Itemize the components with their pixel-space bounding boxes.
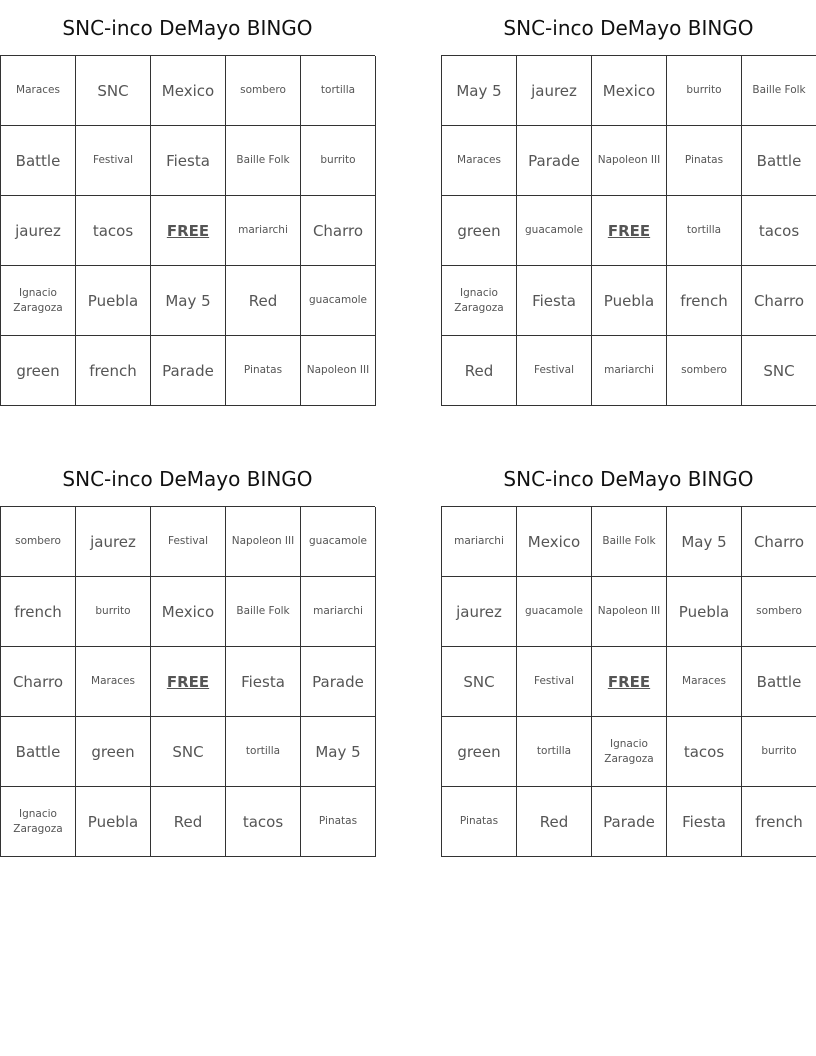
bingo-cell: green <box>442 717 517 787</box>
card-title: SNC-inco DeMayo BINGO <box>503 467 754 491</box>
bingo-cell: Mexico <box>592 56 667 126</box>
bingo-cell: tacos <box>742 196 816 266</box>
bingo-cell: burrito <box>76 577 151 647</box>
bingo-cell: Red <box>442 336 517 406</box>
bingo-cell: SNC <box>442 647 517 717</box>
bingo-cell: Maraces <box>667 647 742 717</box>
bingo-cell: Fiesta <box>151 126 226 196</box>
bingo-cell: Baille Folk <box>226 126 301 196</box>
bingo-cell: Charro <box>742 266 816 336</box>
bingo-card-4 <box>441 463 816 831</box>
bingo-cell: Baille Folk <box>226 577 301 647</box>
bingo-cell: Charro <box>742 507 816 577</box>
bingo-cell: Pinatas <box>226 336 301 406</box>
free-space-cell: FREE <box>592 196 667 266</box>
bingo-cell: Festival <box>76 126 151 196</box>
bingo-cell: Red <box>151 787 226 857</box>
bingo-cell: jaurez <box>1 196 76 266</box>
bingo-cell: burrito <box>742 717 816 787</box>
card-title: SNC-inco DeMayo BINGO <box>503 16 754 40</box>
bingo-cell: Fiesta <box>226 647 301 717</box>
bingo-cell: mariarchi <box>301 577 376 647</box>
bingo-cell: mariarchi <box>442 507 517 577</box>
bingo-cell: french <box>76 336 151 406</box>
bingo-cell: Baille Folk <box>592 507 667 577</box>
bingo-grid <box>0 506 375 857</box>
bingo-cell: jaurez <box>76 507 151 577</box>
free-space-cell: FREE <box>592 647 667 717</box>
bingo-cell: Parade <box>592 787 667 857</box>
bingo-cell: SNC <box>151 717 226 787</box>
free-space-cell: FREE <box>151 196 226 266</box>
bingo-cell: burrito <box>667 56 742 126</box>
bingo-cell: Mexico <box>517 507 592 577</box>
bingo-cell: jaurez <box>517 56 592 126</box>
bingo-cell: sombero <box>742 577 816 647</box>
bingo-card-1 <box>0 12 375 380</box>
bingo-cell: Napoleon III <box>592 577 667 647</box>
bingo-cell: Pinatas <box>301 787 376 857</box>
bingo-cell: Battle <box>742 647 816 717</box>
bingo-cell: tacos <box>226 787 301 857</box>
bingo-cell: french <box>667 266 742 336</box>
bingo-cell: Festival <box>151 507 226 577</box>
bingo-cell: guacamole <box>517 577 592 647</box>
bingo-grid <box>441 55 816 406</box>
bingo-cell: tortilla <box>667 196 742 266</box>
bingo-cell: Ignacio Zaragoza <box>592 717 667 787</box>
bingo-cell: Mexico <box>151 56 226 126</box>
bingo-cell: mariarchi <box>226 196 301 266</box>
bingo-cell: Pinatas <box>442 787 517 857</box>
bingo-cell: tortilla <box>301 56 376 126</box>
card-title: SNC-inco DeMayo BINGO <box>62 467 313 491</box>
bingo-cell: Festival <box>517 336 592 406</box>
bingo-cell: SNC <box>742 336 816 406</box>
bingo-cell: Puebla <box>592 266 667 336</box>
bingo-cell: Ignacio Zaragoza <box>1 787 76 857</box>
bingo-cell: Parade <box>301 647 376 717</box>
bingo-cell: Maraces <box>76 647 151 717</box>
bingo-cell: Maraces <box>1 56 76 126</box>
bingo-cell: May 5 <box>442 56 517 126</box>
bingo-cell: Fiesta <box>667 787 742 857</box>
bingo-cell: green <box>1 336 76 406</box>
bingo-cell: tacos <box>76 196 151 266</box>
bingo-cell: green <box>442 196 517 266</box>
bingo-cell: May 5 <box>667 507 742 577</box>
bingo-cell: Battle <box>1 126 76 196</box>
bingo-cell: Fiesta <box>517 266 592 336</box>
bingo-cell: guacamole <box>517 196 592 266</box>
bingo-cell: mariarchi <box>592 336 667 406</box>
bingo-cell: sombero <box>1 507 76 577</box>
bingo-cell: Parade <box>517 126 592 196</box>
bingo-cell: Charro <box>1 647 76 717</box>
bingo-cell: Puebla <box>76 266 151 336</box>
bingo-cell: May 5 <box>301 717 376 787</box>
bingo-cell: Parade <box>151 336 226 406</box>
bingo-cell: May 5 <box>151 266 226 336</box>
bingo-cell: sombero <box>226 56 301 126</box>
bingo-cell: Puebla <box>76 787 151 857</box>
bingo-cell: Battle <box>742 126 816 196</box>
bingo-cell: guacamole <box>301 266 376 336</box>
bingo-cell: Pinatas <box>667 126 742 196</box>
bingo-cell: Maraces <box>442 126 517 196</box>
bingo-cell: tortilla <box>226 717 301 787</box>
bingo-cell: Charro <box>301 196 376 266</box>
bingo-cell: Mexico <box>151 577 226 647</box>
card-title: SNC-inco DeMayo BINGO <box>62 16 313 40</box>
bingo-cell: Ignacio Zaragoza <box>1 266 76 336</box>
bingo-cell: Battle <box>1 717 76 787</box>
bingo-card-2 <box>441 12 816 380</box>
bingo-cell: Red <box>517 787 592 857</box>
bingo-cell: french <box>1 577 76 647</box>
bingo-cell: Red <box>226 266 301 336</box>
bingo-cell: tortilla <box>517 717 592 787</box>
bingo-cell: sombero <box>667 336 742 406</box>
bingo-grid <box>0 55 375 406</box>
bingo-cell: Festival <box>517 647 592 717</box>
bingo-grid <box>441 506 816 857</box>
bingo-cell: burrito <box>301 126 376 196</box>
bingo-cell: Baille Folk <box>742 56 816 126</box>
bingo-cell: Napoleon III <box>301 336 376 406</box>
bingo-cell: Napoleon III <box>226 507 301 577</box>
bingo-cell: guacamole <box>301 507 376 577</box>
bingo-card-3 <box>0 463 375 835</box>
free-space-cell: FREE <box>151 647 226 717</box>
bingo-cell: Ignacio Zaragoza <box>442 266 517 336</box>
bingo-cell: SNC <box>76 56 151 126</box>
bingo-cell: tacos <box>667 717 742 787</box>
bingo-cell: french <box>742 787 816 857</box>
bingo-cell: Puebla <box>667 577 742 647</box>
bingo-cell: green <box>76 717 151 787</box>
bingo-cell: jaurez <box>442 577 517 647</box>
bingo-cell: Napoleon III <box>592 126 667 196</box>
